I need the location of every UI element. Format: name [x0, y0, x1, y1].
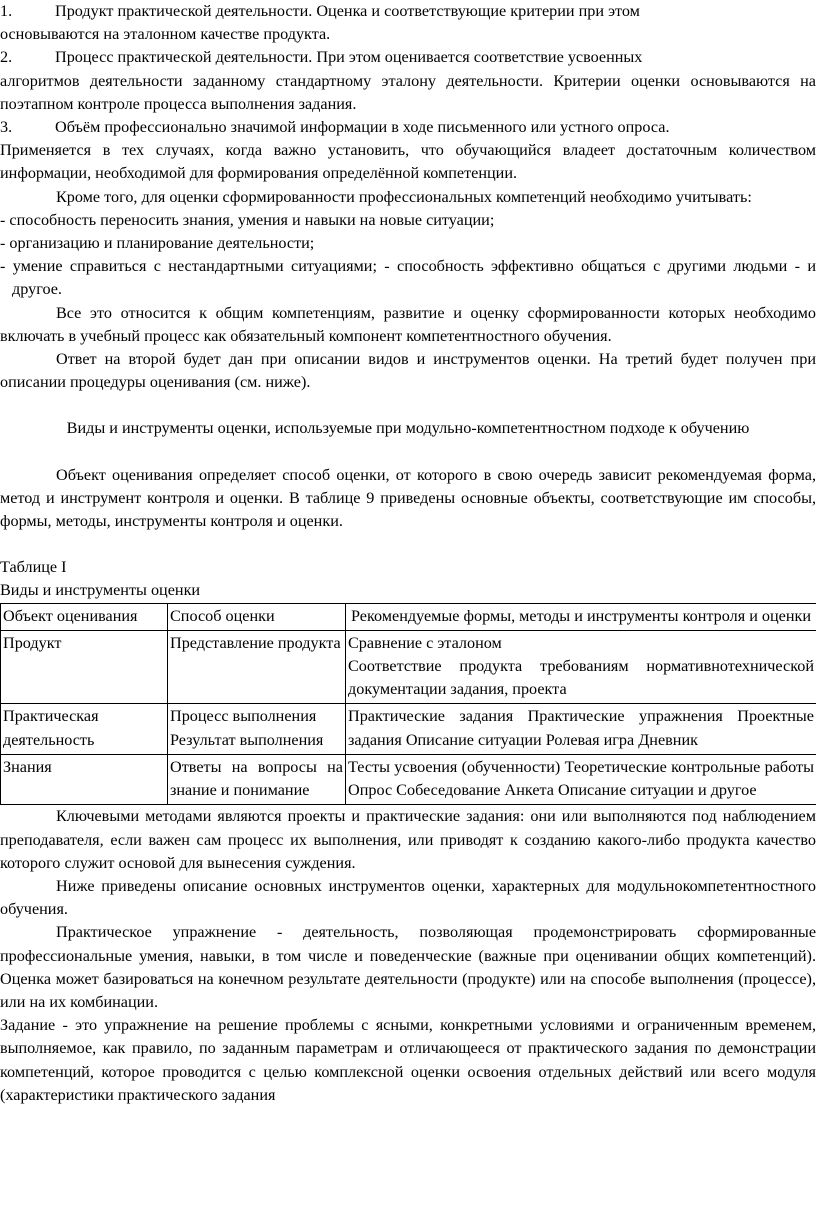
- header-cell: Рекомендуемые формы, методы и инструменты контроля и оценки: [346, 603, 816, 630]
- numbered-item-2-cont: алгоритмов деятельности заданному стандартному эталону деятельности. Критерии оценки основываются на поэтапном контроле процесса выполнения задания.: [0, 71, 816, 113]
- numbered-item-2: 2. Процесс практической деятельности. При этом оценивается соответствие усвоенных: [0, 48, 643, 67]
- table-cell: Ответы на вопросы на знание и понимание: [168, 754, 346, 804]
- table-header-row: [1, 603, 816, 630]
- numbered-item-3-cont: Применяется в тех случаях, когда важно установить, что обучающийся владеет достаточным количеством информации, необходимой для формирования определённой компетенции.: [0, 141, 816, 183]
- table-cell: Знания: [1, 754, 168, 804]
- section-heading: Виды и инструменты оценки, используемые при модульно-компетентностном подходе к обучению: [66, 419, 750, 438]
- table-label: Таблице I: [0, 558, 67, 577]
- spacer: [0, 533, 816, 556]
- paragraph-general-competencies: Все это относится к общим компетенциям, развитие и оценку сформированности которых необходимо включать в учебный процесс как обязательный компонент компетентностного обучения.: [0, 303, 816, 345]
- header-cell: Объект оценивания: [1, 603, 168, 630]
- table-cell: Представление продукта: [168, 630, 346, 704]
- numbered-item-1: 1. Продукт практической деятельности. Оценка и соответствующие критерии при этом: [0, 2, 640, 20]
- cell-line: Соответствие продукта требованиям нормативнотехнической документации задания, проекта: [348, 657, 814, 699]
- table-cell: Тесты усвоения (обученности) Теоретические контрольные работы Опрос Собеседование Анкета Описание ситуации и другое: [346, 754, 816, 804]
- paragraph-task: Задание - это упражнение на решение проблемы с ясными, конкретными условиями и ограниченным временем, выполняемое, как правило, по заданным параметрам и отличающееся от практического задания по демонстрации компетенций, которое проводится с целью комплексной оценки освоения отдельных действий или всего модуля (характеристики практического задания: [0, 1016, 816, 1104]
- paragraph-besides: Кроме того, для оценки сформированности профессиональных компетенций необходимо учитывать:: [56, 187, 752, 206]
- paragraph-practical-exercise: Практическое упражнение - деятельность, позволяющая продемонстрировать сформированные профессиональные умения, навыки, в том числе и поведенческие (важные при оценивании общих компетенций). Оценка может базироваться на конечном результате деятельности (продукте) или на способе выполнения (процессе), или на их комбинации.: [0, 923, 816, 1011]
- dash-item: - организацию и планирование деятельности;: [0, 234, 315, 253]
- table-cell: Практические задания Практические упражнения Проектные задания Описание ситуации Ролевая игра Дневник: [346, 704, 816, 754]
- paragraph-object: Объект оценивания определяет способ оценки, от которого в свою очередь зависит рекомендуемая форма, метод и инструмент контроля и оценки. В таблице 9 приведены основные объекты, соответствующие им способы, формы, методы, инструменты контроля и оценки.: [0, 465, 816, 531]
- table-cell: Продукт: [1, 630, 168, 704]
- cell-line: Сравнение с эталоном: [348, 633, 502, 652]
- table-row: [1, 704, 816, 754]
- numbered-item-3: 3. Объём профессионально значимой информации в ходе письменного или устного опроса.: [0, 118, 670, 137]
- paragraph-below: Ниже приведены описание основных инструментов оценки, характерных для модульнокомпетентностного обучения.: [0, 876, 816, 919]
- header-cell: Способ оценки: [168, 603, 346, 630]
- table-row: [1, 630, 816, 704]
- table-row: [1, 754, 816, 804]
- table-caption: Виды и инструменты оценки: [0, 581, 201, 600]
- table-cell: [346, 630, 816, 704]
- dash-item: - способность переносить знания, умения и навыки на новые ситуации;: [0, 210, 495, 229]
- spacer: [0, 441, 816, 464]
- spacer: [0, 394, 816, 417]
- table-cell: Практическая деятельность: [1, 704, 168, 754]
- paragraph-key-methods: Ключевыми методами являются проекты и практические задания: они или выполняются под наблюдением преподавателя, если важен сам процесс их выполнения, или приводят к созданию какого-либо продукта качество которого служит основой для вынесения суждения.: [0, 807, 816, 872]
- dash-item: - умение справиться с нестандартными ситуациями; - способность эффективно общаться с другими людьми - и другое.: [0, 257, 816, 299]
- paragraph-answer: Ответ на второй будет дан при описании видов и инструментов оценки. На третий будет получен при описании процедуры оценивания (см. ниже).: [0, 350, 816, 392]
- assessment-table: [0, 603, 816, 806]
- table-cell: Процесс выполнения Результат выполнения: [168, 704, 346, 754]
- numbered-item-1-cont: основываются на эталонном качестве продукта.: [0, 25, 331, 44]
